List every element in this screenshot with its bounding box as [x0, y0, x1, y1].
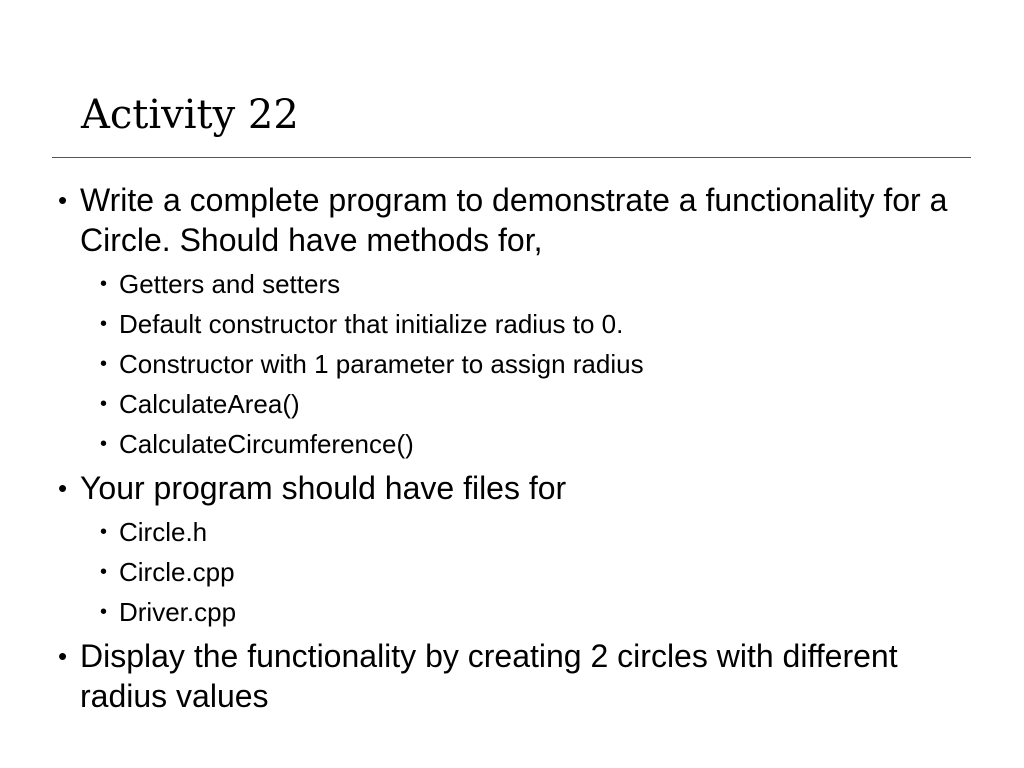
bullet-icon: • [58, 473, 68, 503]
sub-bullet-item [0, 308, 1024, 340]
bullet-item [0, 636, 980, 716]
bullet-icon: • [100, 273, 108, 295]
bullet-text: Write a complete program to demonstrate a functionality for a Circle. Should have methods for, [80, 182, 948, 258]
sub-bullet-item [0, 516, 1024, 548]
slide-content [0, 180, 1024, 716]
bullet-text: Display the functionality by creating 2 circles with different radius values [80, 638, 898, 714]
bullet-icon: • [58, 641, 68, 671]
sub-bullet-item [0, 348, 1024, 380]
sub-bullet-item [0, 388, 1024, 420]
sub-bullet-text: CalculateArea() [119, 389, 300, 419]
sub-bullet-item [0, 596, 1024, 628]
bullet-item [0, 180, 980, 260]
title-divider [52, 157, 971, 158]
sub-bullet-text: Constructor with 1 parameter to assign radius [119, 349, 644, 379]
sub-bullet-item [0, 428, 1024, 460]
sub-bullet-text: Circle.h [119, 517, 208, 547]
sub-bullet-item [0, 268, 1024, 300]
bullet-icon: • [100, 433, 108, 455]
bullet-icon: • [100, 521, 108, 543]
sub-bullet-text: CalculateCircumference() [119, 429, 414, 459]
bullet-icon: • [100, 353, 108, 375]
bullet-icon: • [100, 601, 108, 623]
bullet-icon: • [100, 561, 108, 583]
sub-bullet-text: Driver.cpp [119, 597, 237, 627]
slide-title: Activity 22 [81, 92, 299, 138]
bullet-icon: • [100, 313, 108, 335]
bullet-icon: • [58, 185, 68, 215]
bullet-icon: • [100, 393, 108, 415]
sub-bullet-text: Circle.cpp [119, 557, 235, 587]
bullet-text: Your program should have files for [80, 470, 567, 506]
sub-bullet-text: Getters and setters [119, 269, 341, 299]
sub-bullet-item [0, 556, 1024, 588]
bullet-item [0, 468, 980, 508]
sub-bullet-text: Default constructor that initialize radius to 0. [119, 309, 624, 339]
